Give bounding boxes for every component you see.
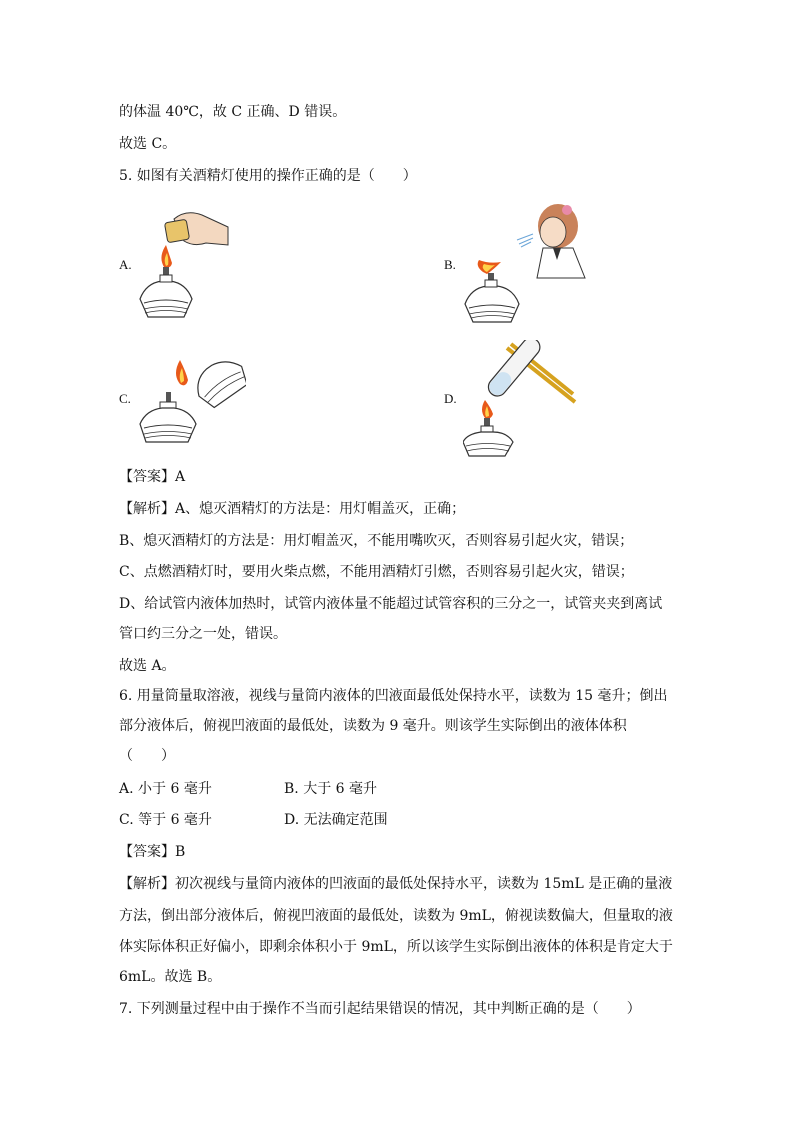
figure-a: [136, 205, 236, 320]
question-6-cont: 部分液体后，俯视凹液面的最低处，读数为 9 毫升。则该学生实际倒出的液体体积: [119, 718, 627, 734]
option-label-d: D.: [444, 391, 457, 406]
option-6-a: A. 小于 6 毫升: [119, 781, 212, 797]
figure-c: [136, 350, 246, 445]
explanation-line: 管口约三分之一处，错误。: [119, 626, 287, 642]
selection-5: 故选 A。: [119, 658, 176, 674]
option-label-a: A.: [119, 257, 132, 272]
explanation-line: 方法，倒出部分液体后，俯视凹液面的最低处，读数为 9mL，俯视读数偏大，但量取的液: [119, 908, 673, 924]
question-6: 6. 用量筒量取溶液，视线与量筒内液体的凹液面最低处保持水平，读数为 15 毫升；倒出: [119, 688, 668, 704]
option-label-c: C.: [119, 391, 131, 406]
explanation-line: C、点燃酒精灯时，要用火柴点燃，不能用酒精灯引燃，否则容易引起火灾，错误；: [119, 564, 634, 580]
question-7: 7. 下列测量过程中由于操作不当而引起结果错误的情况，其中判断正确的是（ ）: [119, 1001, 641, 1017]
explanation-line: 【解析】初次视线与量筒内液体的凹液面的最低处保持水平，读数为 15mL 是正确的量液: [119, 876, 673, 892]
option-label-b: B.: [444, 257, 456, 272]
figure-b: [463, 200, 593, 325]
explanation-line: 体实际体积正好偏小，即剩余体积小于 9mL，所以该学生实际倒出液体的体积是肯定大于: [119, 939, 673, 955]
lighting-lamp-from-lamp-icon: [136, 350, 246, 445]
question-6-paren: （ ）: [119, 748, 175, 764]
text-line: 故选 C。: [119, 136, 177, 152]
answer-5: 【答案】A: [119, 469, 186, 485]
explanation-line: 【解析】A、熄灭酒精灯的方法是：用灯帽盖灭，正确；: [119, 501, 466, 517]
option-6-d: D. 无法确定范围: [284, 812, 388, 828]
figure-d: [463, 340, 578, 458]
lamp-capping-icon: [136, 205, 236, 320]
heating-test-tube-icon: [463, 340, 578, 458]
explanation-line: 6mL。故选 B。: [119, 969, 222, 985]
question-5: 5. 如图有关酒精灯使用的操作正确的是（ ）: [119, 168, 417, 184]
option-6-b: B. 大于 6 毫升: [284, 781, 377, 797]
option-6-c: C. 等于 6 毫升: [119, 812, 212, 828]
answer-6: 【答案】B: [119, 844, 186, 860]
explanation-line: D、给试管内液体加热时，试管内液体量不能超过试管容积的三分之一，试管夹夹到离试: [119, 596, 663, 612]
text-line: 的体温 40℃，故 C 正确、D 错误。: [119, 104, 347, 120]
blowing-out-lamp-icon: [463, 200, 593, 325]
explanation-line: B、熄灭酒精灯的方法是：用灯帽盖灭，不能用嘴吹灭，否则容易引起火灾，错误；: [119, 533, 634, 549]
